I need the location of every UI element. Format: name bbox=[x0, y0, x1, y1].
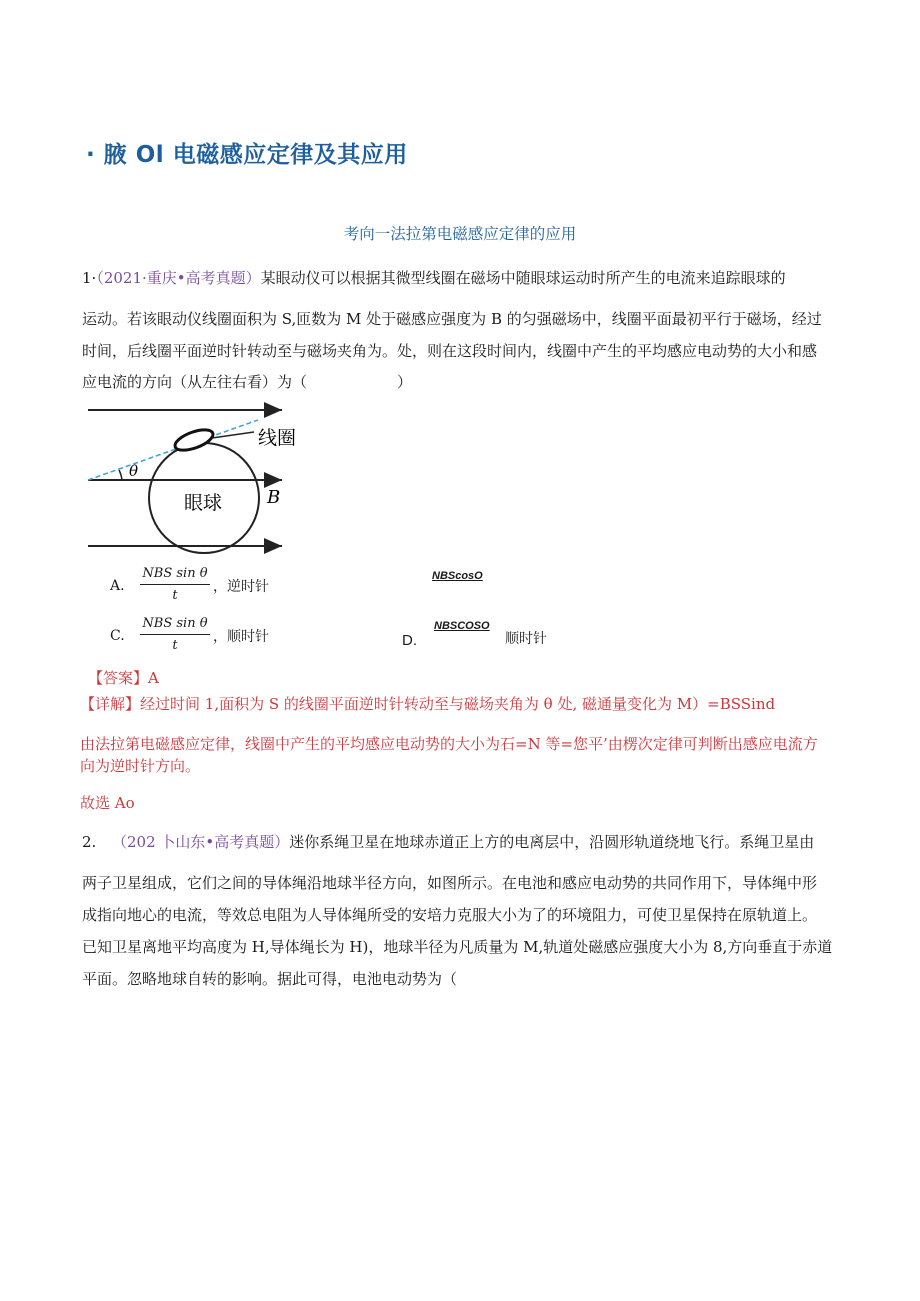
eye-tracker-figure bbox=[86, 400, 316, 560]
eye-label: 眼球 bbox=[184, 492, 223, 514]
explain-text: 经过时间 1,面积为 S 的线圈平面逆时针转动至与磁场夹角为 θ 处, 磁通量变化为 M）=BSSind bbox=[140, 695, 776, 713]
question-1-line-2: 运动。若该眼动仪线圈面积为 S,匝数为 M 处于磁感应强度为 B 的匀强磁场中，线圈平面最初平行于磁场，经过 bbox=[82, 310, 822, 328]
question-text: 某眼动仪可以根据其微型线圈在磁场中随眼球运动时所产生的电流来追踪眼球的 bbox=[260, 269, 786, 287]
coil-icon bbox=[172, 426, 215, 455]
option-c-denominator: t bbox=[172, 638, 178, 653]
option-d-fraction: NBSCOSO bbox=[434, 620, 490, 632]
question-number: 2. bbox=[82, 833, 97, 851]
question-2-line-5: 平面。忽略地球自转的影响。据此可得，电池电动势为（ bbox=[82, 970, 458, 988]
question-1-line-1 bbox=[82, 268, 786, 288]
page-title: · 腋 Ol 电磁感应定律及其应用 bbox=[86, 142, 408, 168]
option-c-numerator: NBS sin θ bbox=[142, 616, 208, 631]
question-1-line-4: 应电流的方向（从左往右看）为（ ） bbox=[82, 373, 413, 391]
option-c-direction: ，顺时针 bbox=[213, 629, 269, 645]
option-d-direction: 顺时针 bbox=[505, 631, 547, 647]
question-1-line-3: 时间，后线圈平面逆时针转动至与磁场夹角为。处，则在这段时间内，线圈中产生的平均感应电动势的大小和感 bbox=[82, 342, 818, 360]
option-a-denominator: t bbox=[172, 588, 178, 603]
option-a-direction: ，逆时针 bbox=[213, 579, 269, 595]
explain-tag: 【详解】 bbox=[80, 695, 141, 713]
question-2-line-4: 已知卫星离地平均高度为 H,导体绳长为 H)，地球半径为凡质量为 M,轨道处磁感应强度大小为 8,方向垂直于赤道 bbox=[82, 938, 833, 956]
question-source: （202 卜山东•高考真题） bbox=[112, 833, 290, 851]
option-a-numerator: NBS sin θ bbox=[142, 566, 208, 581]
option-a-fraction-bar bbox=[140, 584, 210, 585]
question-text: 迷你系绳卫星在地球赤道正上方的电离层中，沿圆形轨道绕地飞行。系绳卫星由 bbox=[289, 833, 815, 851]
answer: 【答案】A bbox=[88, 669, 159, 687]
coil-label: 线圈 bbox=[258, 427, 297, 449]
explanation-line-3: 向为逆时针方向。 bbox=[80, 757, 201, 775]
option-a-letter[interactable]: A. bbox=[110, 578, 125, 594]
option-c-fraction-bar bbox=[140, 634, 210, 635]
field-b-label: B bbox=[267, 487, 281, 508]
explanation-line-2: 由法拉第电磁感应定律，线圈中产生的平均感应电动势的大小为石=N 等=您平’由楞次定律可判断出感应电流方 bbox=[80, 735, 818, 753]
question-2-line-2: 两子卫星组成，它们之间的导体绳沿地球半径方向，如图所示。在电池和感应电动势的共同作用下，导体绳中形 bbox=[82, 874, 818, 892]
option-d-letter[interactable]: D. bbox=[402, 632, 417, 649]
coil-pointer bbox=[212, 432, 254, 438]
question-2-line-1 bbox=[82, 832, 814, 852]
angle-arc bbox=[119, 470, 122, 480]
question-source: （2021·重庆•高考真题） bbox=[96, 269, 261, 287]
question-number: 1· bbox=[82, 269, 97, 287]
explanation-line-1 bbox=[80, 694, 775, 714]
option-c-letter[interactable]: C. bbox=[110, 628, 125, 644]
theta-label: θ bbox=[129, 462, 139, 480]
question-2-line-3: 成指向地心的电流，等效总电阻为人导体绳所受的安培力克服大小为了的环境阻力，可使卫星保持在原轨道上。 bbox=[82, 906, 818, 924]
option-b-fraction: NBScosO bbox=[432, 570, 483, 582]
section-heading: 考向一法拉第电磁感应定律的应用 bbox=[343, 225, 577, 243]
conclusion: 故选 Ao bbox=[80, 794, 135, 812]
